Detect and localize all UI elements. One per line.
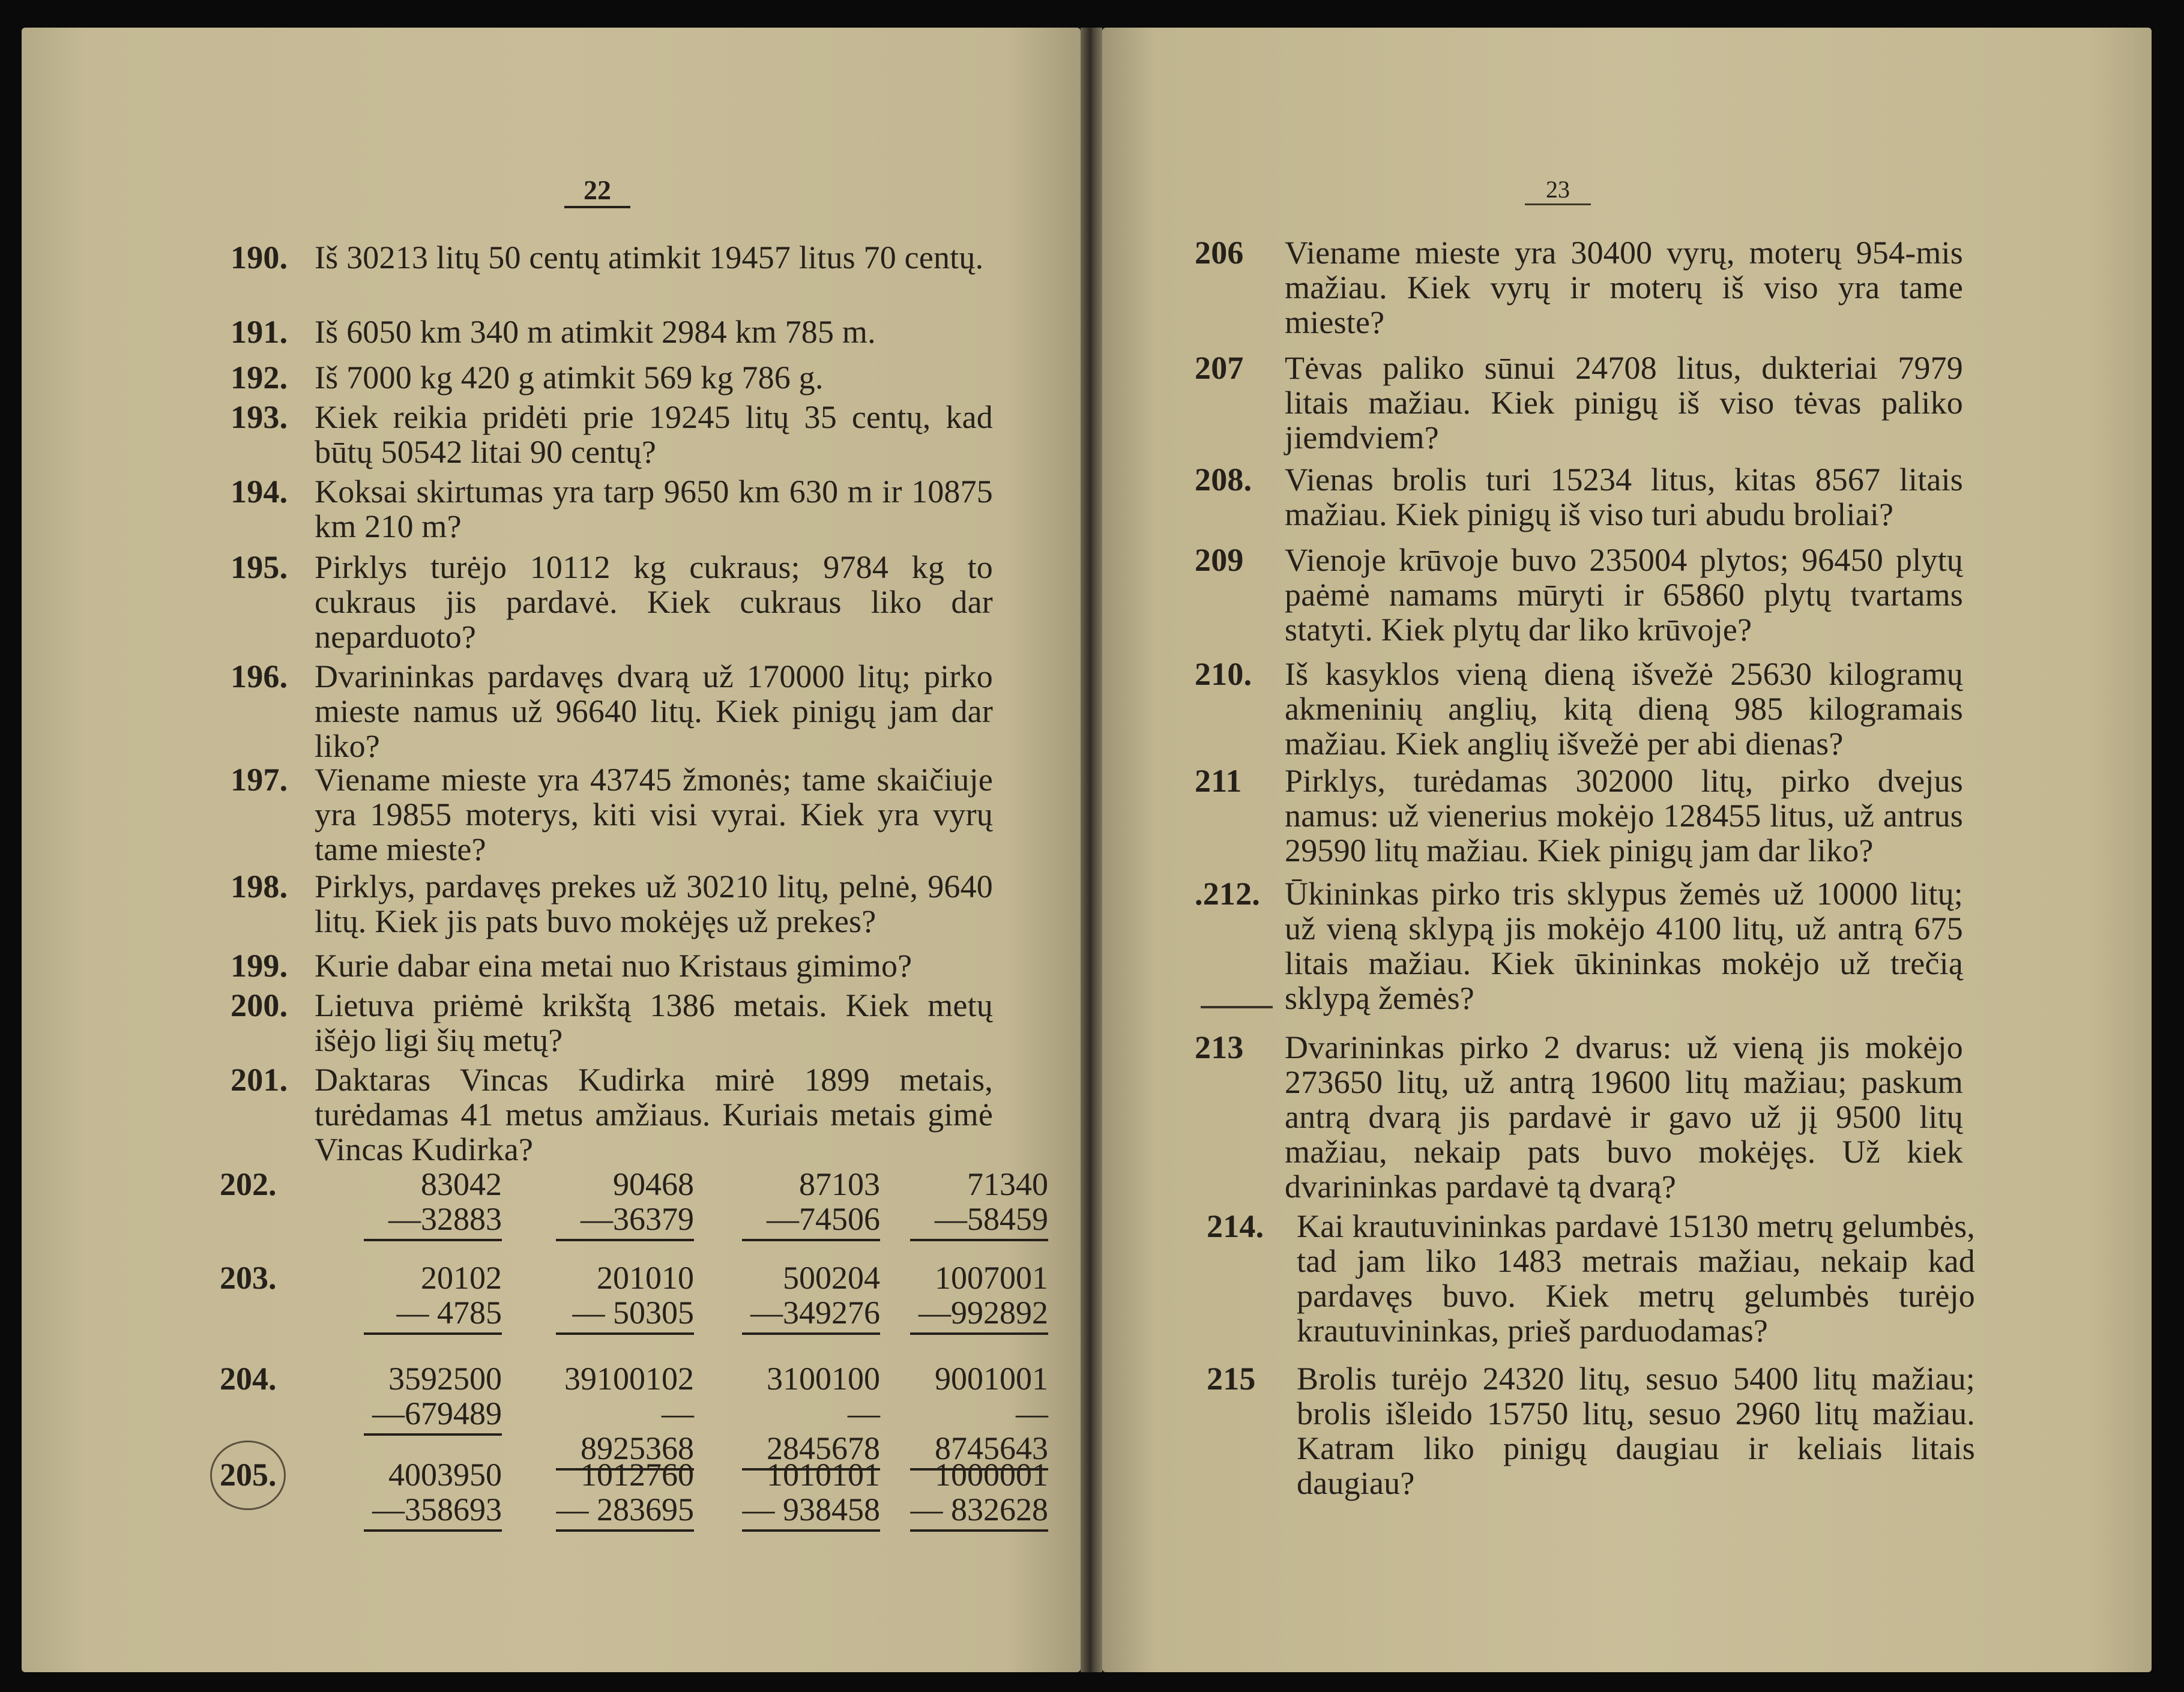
problem-214: 214. Kai krautuvininkas pardavė 15130 metrų gelumbės, tad jam liko 1483 metrais mažiau, nekaip kad pardavęs buvo. Kiek metrų gelumbės turėjo krautuvininkas, prieš parduodamas? xyxy=(1207,1208,1975,1349)
problem-197: 197. Viename mieste yra 43745 žmonės; tame skaičiuje yra 19855 moterys, kiti visi vyrai. Kiek yra vyrų tame mieste? xyxy=(231,762,993,867)
problem-191: 191. Iš 6050 km 340 m atimkit 2984 km 785 m. xyxy=(231,314,876,350)
problem-192: 192. Iš 7000 kg 420 g atimkit 569 kg 786 g. xyxy=(231,360,824,396)
exercise-205-col-4: 1000001 — 832628 xyxy=(910,1457,1048,1532)
exercise-204-col-3: 3100100 —2845678 xyxy=(742,1361,880,1471)
problem-207: 207 Tėvas paliko sūnui 24708 litus, dukteriai 7979 litais mažiau. Kiek pinigų iš viso tėvas paliko jiemdviem? xyxy=(1195,350,1963,456)
problem-201: 201. Daktaras Vincas Kudirka mirė 1899 metais, turėdamas 41 metus amžiaus. Kuriais metais gimė Vincas Kudirka? xyxy=(231,1062,993,1167)
exercise-205: 205. 4003950 —358693 1012760 — 283695 1010101 — 938458 1000001 — 832628 xyxy=(220,1457,1000,1541)
exercise-205-col-3: 1010101 — 938458 xyxy=(742,1457,880,1532)
exercise-202-col-3: 87103 —74506 xyxy=(742,1167,880,1241)
problem-190: 190. Iš 30213 litų 50 centų atimkit 19457 litus 70 centų. xyxy=(231,239,984,275)
problem-206: 206 Viename mieste yra 30400 vyrų, moterų 954-mis mažiau. Kiek vyrų ir moterų iš viso yra tame mieste? xyxy=(1195,235,1963,340)
problem-211: 211 Pirklys, turėdamas 302000 litų, pirko dvejus namus: už vienerius mokėjo 128455 litus, už antrus 29590 litų mažiau. Kiek pinigų jam dar liko? xyxy=(1195,763,1963,869)
problem-195: 195. Pirklys turėjo 10112 kg cukraus; 9784 kg to cukraus jis pardavė. Kiek cukraus liko dar neparduoto? xyxy=(231,549,993,655)
problem-194: 194. Koksai skirtumas yra tarp 9650 km 630 m ir 10875 km 210 m? xyxy=(231,474,993,544)
exercise-203-col-4: 1007001 —992892 xyxy=(910,1260,1048,1335)
problem-210: 210. Iš kasyklos vieną dieną išvežė 25630 kilogramų akmeninių anglių, kitą dieną 985 kilogramais mažiau. Kiek anglių išvežė per abi dienas? xyxy=(1195,656,1963,762)
page-number-left: 22 xyxy=(564,174,630,208)
exercise-202: 202. 83042 —32883 90468 —36379 87103 —74506 71340 —58459 xyxy=(220,1167,1000,1251)
problem-215: 215 Brolis turėjo 24320 litų, sesuo 5400 litų mažiau; brolis išleido 15750 litų, sesuo 2960 litų mažiau. Katram liko pinigų daugiau ir keliais litais daugiau? xyxy=(1207,1361,1975,1501)
exercise-204-col-4: 9001001 —8745643 xyxy=(910,1361,1048,1471)
exercise-202-col-2: 90468 —36379 xyxy=(556,1167,694,1241)
exercise-204-col-1: 3592500 —679489 xyxy=(364,1361,502,1436)
exercise-202-col-4: 71340 —58459 xyxy=(910,1167,1048,1241)
exercise-204: 204. 3592500 —679489 39100102 —8925368 3100100 —2845678 9001001 —8745643 xyxy=(220,1361,1000,1445)
problem-199: 199. Kurie dabar eina metai nuo Kristaus gimimo? xyxy=(231,948,913,984)
exercise-205-col-2: 1012760 — 283695 xyxy=(556,1457,694,1532)
exercise-202-col-1: 83042 —32883 xyxy=(364,1167,502,1241)
problem-196: 196. Dvarininkas pardavęs dvarą už 170000 litų; pirko mieste namus už 96640 litų. Kiek pinigų jam dar liko? xyxy=(231,658,993,764)
problem-213: 213 Dvarininkas pirko 2 dvarus: už vieną jis mokėjo 273650 litų, už antrą 19600 litų mažiau; paskum antrą dvarą jis pardavė ir gavo už jį 9500 litų mažiau, nekaip pats buvo mokėjęs. Už kiek dvarininkas pardavė tą dvarą? xyxy=(1195,1029,1963,1205)
problem-209: 209 Vienoje krūvoje buvo 235004 plytos; 96450 plytų paėmė namams mūryti ir 65860 plytų tvartams statyti. Kiek plytų dar liko krūvoje? xyxy=(1195,542,1963,648)
book-gutter xyxy=(1081,28,1102,1672)
page-number-right: 23 xyxy=(1525,175,1591,205)
problem-208: 208. Vienas brolis turi 15234 litus, kitas 8567 litais mažiau. Kiek pinigų iš viso turi abudu broliai? xyxy=(1195,462,1963,532)
exercise-203-col-2: 201010 — 50305 xyxy=(556,1260,694,1335)
exercise-203: 203. 20102 — 4785 201010 — 50305 500204 —349276 1007001 —992892 xyxy=(220,1260,1000,1344)
problem-193: 193. Kiek reikia pridėti prie 19245 litų 35 centų, kad būtų 50542 litai 90 centų? xyxy=(231,399,993,470)
exercise-205-col-1: 4003950 —358693 xyxy=(364,1457,502,1532)
handwritten-dash-mark xyxy=(1201,1006,1273,1008)
exercise-203-col-1: 20102 — 4785 xyxy=(364,1260,502,1335)
exercise-204-col-2: 39100102 —8925368 xyxy=(556,1361,694,1471)
exercise-203-col-3: 500204 —349276 xyxy=(742,1260,880,1335)
problem-212: .212. Ūkininkas pirko tris sklypus žemės už 10000 litų; už vieną sklypą jis mokėjo 4100 litų, už antrą 675 litais mažiau. Kiek ūkininkas mokėjo už trečią sklypą žemės? xyxy=(1195,876,1963,1016)
problem-200: 200. Lietuva priėmė krikštą 1386 metais. Kiek metų išėjo ligi šių metų? xyxy=(231,987,993,1058)
problem-198: 198. Pirklys, pardavęs prekes už 30210 litų, pelnė, 9640 litų. Kiek jis pats buvo mokėjęs už prekes? xyxy=(231,869,993,939)
